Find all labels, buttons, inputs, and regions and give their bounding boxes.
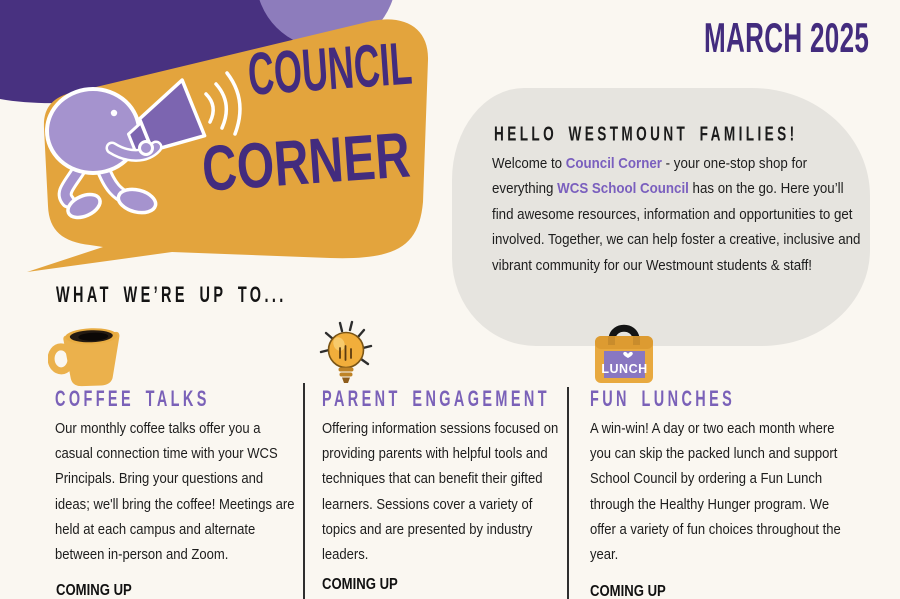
column-body-coffee-talks: Our monthly coffee talks offer you a casual connection time with your WCS Principals. Bring your questions and ideas; we'll bring the coffee! Meetings are held at each campus and alternate between in-person and Zoom. bbox=[55, 421, 295, 564]
column-divider bbox=[303, 383, 305, 599]
logo-word-corner: CORNER bbox=[199, 118, 413, 205]
logo-word-council: COUNCIL bbox=[245, 29, 414, 108]
lightbulb-icon bbox=[318, 320, 374, 388]
column-title-parent-engagement: PARENT ENGAGEMENT bbox=[322, 386, 550, 412]
column-body-parent-engagement: Offering information sessions focused on providing parents with helpful tools and techniques that can benefit their gifted learners. Sessions cover a variety of topics and are presented by industry leaders. bbox=[322, 421, 559, 564]
column-body-fun-lunches: A win-win! A day or two each month where you can skip the packed lunch and support School Council by ordering a Fun Lunch through the Healthy Hunger program. We offer a variety of fun choices throughout the year. bbox=[590, 421, 841, 564]
coming-up-label: COMING UP bbox=[56, 582, 132, 599]
lunch-label: LUNCH bbox=[601, 362, 648, 376]
coffee-cup-icon bbox=[48, 326, 122, 388]
welcome-heading: HELLO WESTMOUNT FAMILIES! bbox=[494, 124, 798, 146]
issue-date: MARCH 2025 bbox=[704, 14, 870, 61]
lunch-bag-icon bbox=[588, 320, 660, 386]
section-heading: WHAT WE’RE UP TO... bbox=[56, 282, 287, 308]
welcome-paragraph: Welcome to Council Corner - your one-stop shop for everything WCS School Council has on the go. Here you’ll find awesome resources, information and opportunities to get involved. Together, we can help foster a creative, inclusive and vibrant community for our Westmount students & staff! bbox=[492, 156, 861, 274]
column-title-fun-lunches: FUN LUNCHES bbox=[590, 386, 736, 412]
coming-up-label: COMING UP bbox=[322, 576, 398, 593]
column-title-coffee-talks: COFFEE TALKS bbox=[55, 386, 210, 412]
coming-up-label: COMING UP bbox=[590, 583, 666, 599]
column-divider bbox=[567, 387, 569, 599]
mascot-eye bbox=[111, 110, 117, 116]
